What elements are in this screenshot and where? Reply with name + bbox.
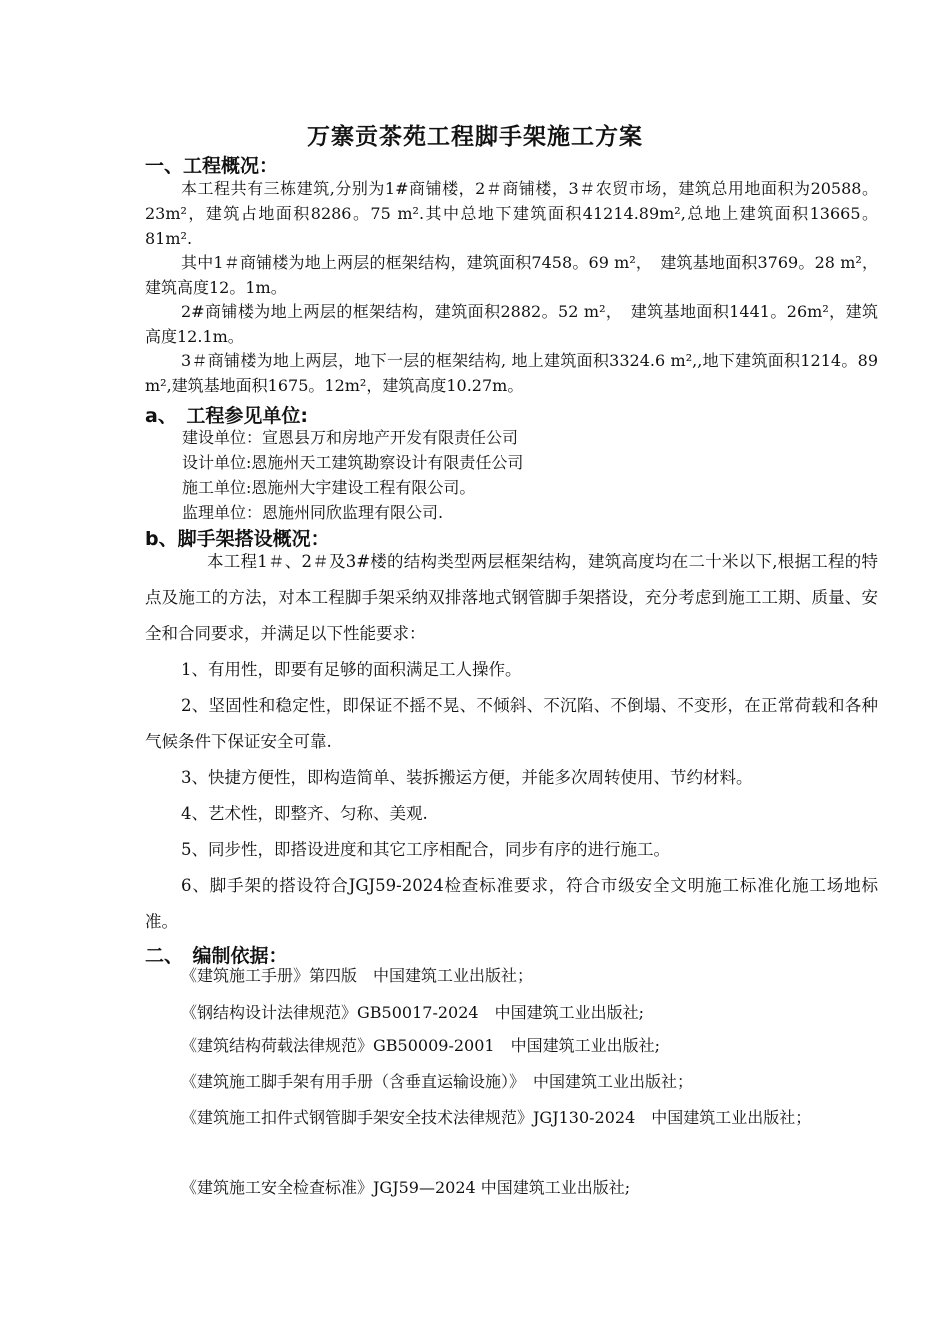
list-item: 2、坚固性和稳定性，即保证不摇不晃、不倾斜、不沉陷、不倒塌、不变形，在正常荷载和各种气候条件下保证安全可靠. (145, 696, 878, 751)
section-heading-overview: 一、工程概况： (145, 155, 279, 177)
document-title: 万寨贡茶苑工程脚手架施工方案 (307, 124, 643, 150)
list-item: 4、艺术性，即整齐、匀称、美观. (181, 804, 428, 823)
list-item: 1、有用性，即要有足够的面积满足工人操作。 (181, 660, 522, 679)
paragraph-scaffold-intro: 本工程1＃、2＃及3#楼的结构类型两层框架结构，建筑高度均在二十米以下,根据工程的特点及施工的方法，对本工程脚手架采纳双排落地式钢管脚手架搭设，充分考虑到施工工期、质量、安全和合同要求，并满足以下性能要求： (145, 552, 878, 643)
unit-designer: 设计单位:恩施州天工建筑勘察设计有限责任公司 (182, 453, 524, 472)
list-item: 5、同步性，即搭设进度和其它工序相配合，同步有序的进行施工。 (181, 840, 670, 859)
reference-item: 《建筑施工手册》第四版 中国建筑工业出版社； (181, 966, 534, 985)
unit-contractor: 施工单位:恩施州大宇建设工程有限公司。 (182, 478, 476, 497)
list-item: 6、脚手架的搭设符合JGJ59-2024检查标准要求，符合市级安全文明施工标准化施工场地标准。 (145, 876, 878, 931)
paragraph-building-3: 3＃商铺楼为地上两层，地下一层的框架结构, 地上建筑面积3324.6 m²,,地下建筑面积1214。89 m²,建筑基地面积1675。12m²，建筑高度10.27m。 (145, 351, 878, 395)
paragraph-building-2: 2#商铺楼为地上两层的框架结构，建筑面积2882。52 m²， 建筑基地面积1441。26m²，建筑高度12.1m。 (145, 302, 878, 346)
section-heading-scaffold-overview: b、脚手架搭设概况： (145, 528, 330, 550)
reference-item: 《钢结构设计法律规范》GB50017-2024 中国建筑工业出版社; (181, 1003, 644, 1022)
reference-item: 《建筑施工扣件式钢管脚手架安全技术法律规范》JGJ130-2024 中国建筑工业出版社； (181, 1108, 812, 1127)
reference-item: 《建筑施工安全检查标准》JGJ59—2024 中国建筑工业出版社; (181, 1178, 631, 1197)
reference-item: 《建筑结构荷载法律规范》GB50009-2001 中国建筑工业出版社; (181, 1036, 660, 1055)
paragraph-project-summary: 本工程共有三栋建筑,分别为1#商铺楼，2＃商铺楼，3＃农贸市场，建筑总用地面积为20588。23m²，建筑占地面积8286。75 m².其中总地下建筑面积41214.89m²,总地上建筑面积13665。81m². (145, 179, 878, 248)
unit-construction-owner: 建设单位：宣恩县万和房地产开发有限责任公司 (182, 428, 519, 447)
reference-item: 《建筑施工脚手架有用手册（含垂直运输设施）》 中国建筑工业出版社； (181, 1072, 694, 1091)
paragraph-building-1: 其中1＃商铺楼为地上两层的框架结构，建筑面积7458。69 m²， 建筑基地面积3769。28 m²，建筑高度12。1m。 (145, 253, 878, 297)
list-item: 3、快捷方便性，即构造简单、装拆搬运方便，并能多次周转使用、节约材料。 (181, 768, 753, 787)
section-heading-basis: 二、 编制依据： (145, 945, 288, 967)
unit-supervisor: 监理单位：恩施州同欣监理有限公司. (182, 503, 444, 522)
section-heading-participants: a、 工程参见单位: (145, 405, 308, 427)
